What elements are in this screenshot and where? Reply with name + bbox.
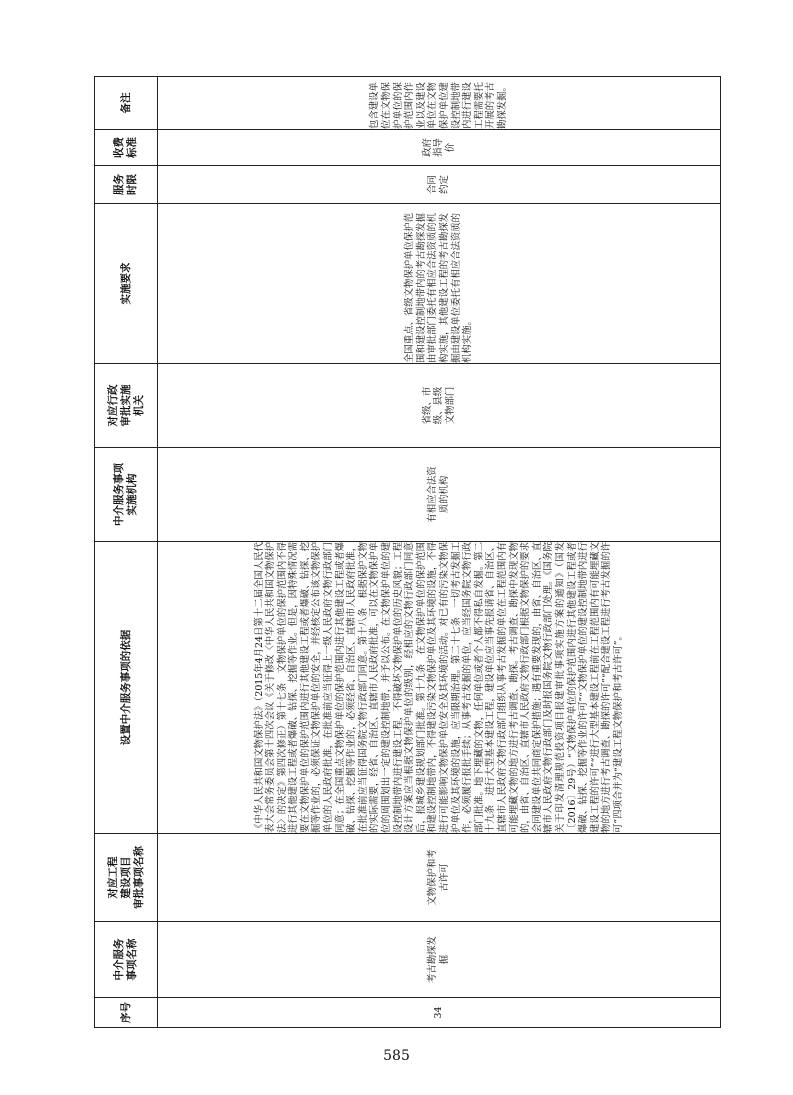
cell-approval-name: 文物保护和考 古许可 xyxy=(158,834,721,922)
table-header-row xyxy=(95,77,158,1028)
cell-notes: 包含建设单位在文物保护单位的保护范围内作业以及建设单位在文物保护单位建设控制地带内进行建设工程需要托开展的考古勘探发掘。 xyxy=(158,77,721,130)
rotated-table-container xyxy=(94,77,721,1028)
cell-agency: 有相应合法资 质的机构 xyxy=(158,448,721,542)
cell-no: 34 xyxy=(158,998,721,1028)
cell-service-name: 考古勘探发 掘 xyxy=(158,922,721,998)
header-service-name: 中介服务 事项名称 xyxy=(95,922,158,998)
cell-fee: 政府 指导 价 xyxy=(158,130,721,166)
page-number: 585 xyxy=(383,1048,410,1064)
header-notes: 备注 xyxy=(95,77,158,130)
header-requirements: 实施要求 xyxy=(95,204,158,364)
header-basis: 设置中介服务事项的依据 xyxy=(95,542,158,834)
cell-time-limit: 合同 约定 xyxy=(158,166,721,204)
header-fee: 收费 标准 xyxy=(95,130,158,166)
cell-requirements: 全国重点、省级文物保护单位保护范围和建设控制地带内的考古勘探发掘由审批部门委托有相应合法资质的机构实施，其他建设工程的考古勘探发掘由建设单位委托有相应合法资质的机构实施。 xyxy=(158,204,721,364)
cell-basis: 《中华人民共和国文物保护法》（2015年4月24日第十二届全国人民代表大会常务委员会第十四次会议《关于修改〈中华人民共和国文物保护法〉的决定》第四次修正）第十七条 文物保护单位的保护范围内不得进行其他建设工程或者爆破、钻探、挖掘等作业。但是，因特殊情况需要在文物保护单位的保护范围内进行其他建设工程或者爆破、钻探、挖掘等作业的，必须保证文物保护单位的安全，并经核定公布该文物保护单位的人民政府批准，在批准前应当征得上一级人民政府文物行政部门同意；在全国重点文物保护单位的保护范围内进行其他建设工程或者爆破、钻探、挖掘等作业的，必须经省、自治区、直辖市人民政府批准，在批准前应当征得国务院文物行政部门同意。第十八条 根据保护文物的实际需要，经省、自治区、直辖市人民政府批准，可以在文物保护单位的周围划出一定的建设控制地带，并予以公布。在文物保护单位的建设控制地带内进行建设工程，不得破坏文物保护单位的历史风貌；工程设计方案应当根据文物保护单位的级别，经相应的文物行政部门同意后，报城乡建设规划部门批准。第十九条 在文物保护单位的保护范围和建设控制地带内，不得建设污染文物保护单位及其环境的设施，不得进行可能影响文物保护单位安全及其环境的活动。对已有的污染文物保护单位及其环境的设施，应当限期治理。第二十七条 一切考古发掘工作，必须履行报批手续；从事考古发掘的单位，应当经国务院文物行政部门批准。地下埋藏的文物，任何单位或者个人都不得私自发掘。第二十九条 进行大型基本建设工程，建设单位应当事先报请省、自治区、直辖市人民政府文物行政部门组织从事考古发掘的单位在工程范围内有可能埋藏文物的地方进行考古调查、勘探。考古调查、勘探中发现文物的，由省、自治区、直辖市人民政府文物行政部门根据文物保护的要求会同建设单位共同商定保护措施；遇有重要发现的，由省、自治区、直辖市人民政府文物行政部门及时报国务院文物行政部门处理。《国务院关于印发清理规范投资项目报建审批事项实施方案的通知》（国发〔2016〕29号）“文物保护单位的保护范围内进行其他建设工程或者爆破、钻探、挖掘等作业的许可”“文物保护单位的建设控制地带内进行建设工程的许可”“进行大型基本建设工程前在工程范围内有可能埋藏文物的地方进行考古调查、勘探的许可”“配合建设工程进行考古发掘的许可”四项合并为“建设工程文物保护和考古许可”。 xyxy=(158,542,721,834)
cell-admin-agency: 省级、市 级、县级 文物部门 xyxy=(158,364,721,448)
header-no: 序号 xyxy=(95,998,158,1028)
table-row xyxy=(158,77,721,1028)
service-items-table xyxy=(94,76,721,1028)
header-time-limit: 服务 时限 xyxy=(95,166,158,204)
header-admin-agency: 对应行政 审批实施 机关 xyxy=(95,364,158,448)
header-agency: 中介服务事项 实施机构 xyxy=(95,448,158,542)
header-approval-name: 对应工程 建设项目 审批事项名称 xyxy=(95,834,158,922)
